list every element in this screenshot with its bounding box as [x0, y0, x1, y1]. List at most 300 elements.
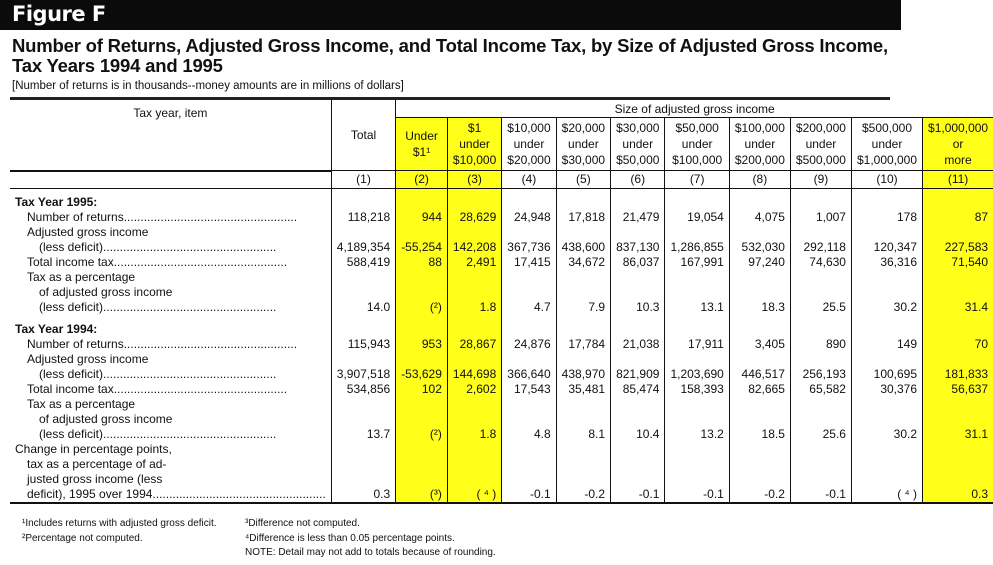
row-label: deficit), 1995 over 1994: [27, 487, 153, 501]
table-cell: [502, 270, 556, 285]
table-cell: [665, 315, 729, 337]
table-cell: 30.2: [851, 300, 922, 315]
table-cell: 21,479: [611, 210, 665, 225]
table-cell: [851, 472, 922, 487]
table-cell: [923, 397, 993, 412]
footnote-2: ²Percentage not computed.: [22, 533, 143, 544]
table-cell: 102: [396, 382, 448, 397]
row-label-cell: [10, 412, 331, 427]
table-cell: [611, 442, 665, 457]
table-cell: 97,240: [729, 255, 790, 270]
column-header: [923, 118, 993, 171]
column-number: (6): [611, 171, 665, 189]
table-cell: 13.1: [665, 300, 729, 315]
leader-dots: [103, 427, 276, 441]
column-header: [611, 118, 665, 171]
table-cell: [556, 472, 610, 487]
table-row: [10, 240, 993, 255]
table-cell: 1,007: [790, 210, 851, 225]
table-cell: [851, 397, 922, 412]
column-header-line: under: [513, 137, 545, 151]
table-cell: [447, 225, 501, 240]
table-cell: 31.4: [923, 300, 993, 315]
page-title: [12, 36, 892, 76]
section-heading: Tax Year 1994:: [15, 322, 98, 336]
row-label: Adjusted gross income: [27, 225, 149, 239]
column-number: (1): [331, 171, 395, 189]
table-cell: 1.8: [447, 300, 501, 315]
table-row: [10, 210, 993, 225]
column-header-line: under: [459, 137, 490, 151]
table-cell: -0.2: [729, 487, 790, 503]
table-cell: [556, 412, 610, 427]
column-header-line: $50,000: [675, 121, 719, 135]
table-cell: [923, 457, 993, 472]
column-header-line: Under: [405, 129, 438, 143]
column-header: [665, 118, 729, 171]
table-cell: [447, 412, 501, 427]
table-cell: 837,130: [611, 240, 665, 255]
row-label: Total income tax: [27, 382, 114, 396]
table-row: [10, 255, 993, 270]
table-cell: 100,695: [851, 367, 922, 382]
row-label: Adjusted gross income: [27, 352, 149, 366]
column-number: (3): [447, 171, 501, 189]
column-header-line: $100,000: [734, 121, 785, 135]
table-cell: [611, 412, 665, 427]
row-label-cell: [10, 457, 331, 472]
table-cell: [851, 352, 922, 367]
table-cell: 588,419: [331, 255, 395, 270]
table-cell: 82,665: [729, 382, 790, 397]
row-label-cell: [10, 367, 331, 382]
table-cell: [851, 457, 922, 472]
footnote-4: ⁴Difference is less than 0.05 percentage points.: [245, 533, 455, 544]
table-row: [10, 427, 993, 442]
figure-label: Figure F: [12, 2, 106, 26]
table-cell: 87: [923, 210, 993, 225]
table-cell: 366,640: [502, 367, 556, 382]
column-header-line: $1,000,000: [856, 153, 918, 167]
column-header-line: $30,000: [561, 153, 606, 167]
table-cell: [331, 285, 395, 300]
table-cell: [502, 315, 556, 337]
table-cell: 144,698: [447, 367, 501, 382]
table-cell: 438,970: [556, 367, 610, 382]
table-cell: 17,911: [665, 337, 729, 352]
table-cell: [447, 352, 501, 367]
table-row: [10, 442, 993, 457]
table-cell: [396, 472, 448, 487]
table-cell: 1,203,690: [665, 367, 729, 382]
table-cell: [923, 188, 993, 210]
table-cell: [447, 315, 501, 337]
table-cell: [851, 442, 922, 457]
table-cell: 4.7: [502, 300, 556, 315]
table-cell: 10.3: [611, 300, 665, 315]
table-cell: 18.3: [729, 300, 790, 315]
table-cell: 24,876: [502, 337, 556, 352]
row-label: tax as a percentage of ad-: [27, 457, 167, 471]
table-cell: 65,582: [790, 382, 851, 397]
table-cell: [396, 457, 448, 472]
table-row: [10, 352, 993, 367]
table-cell: 953: [396, 337, 448, 352]
column-header: [790, 118, 851, 171]
table-cell: 86,037: [611, 255, 665, 270]
row-label-cell: [10, 285, 331, 300]
table-cell: 14.0: [331, 300, 395, 315]
table-cell: [611, 397, 665, 412]
row-label-cell: [10, 337, 331, 352]
table-cell: [790, 397, 851, 412]
table-cell: [851, 270, 922, 285]
table-cell: 35,481: [556, 382, 610, 397]
table-cell: 227,583: [923, 240, 993, 255]
table-cell: 74,630: [790, 255, 851, 270]
table-cell: [396, 315, 448, 337]
table-cell: (²): [396, 427, 448, 442]
table-cell: [447, 285, 501, 300]
row-label-cell: [10, 442, 331, 457]
column-header: [447, 118, 501, 171]
table-cell: [665, 397, 729, 412]
table-cell: 71,540: [923, 255, 993, 270]
footnote-1: ¹Includes returns with adjusted gross deficit.: [22, 518, 217, 529]
table-cell: [665, 270, 729, 285]
table-cell: 21,038: [611, 337, 665, 352]
table-cell: [729, 412, 790, 427]
table-cell: 1,286,855: [665, 240, 729, 255]
table-row: [10, 300, 993, 315]
table-note: NOTE: Detail may not add to totals because of rounding.: [245, 547, 496, 558]
table-row: [10, 270, 993, 285]
table-cell: [923, 442, 993, 457]
table-cell: 19,054: [665, 210, 729, 225]
table-cell: [396, 285, 448, 300]
table-cell: [665, 457, 729, 472]
table-cell: [556, 315, 610, 337]
table-cell: [396, 270, 448, 285]
table-cell: 13.2: [665, 427, 729, 442]
row-label: of adjusted gross income: [39, 285, 173, 299]
table-cell: (³): [396, 487, 448, 503]
table-cell: [923, 285, 993, 300]
table-cell: ( ⁴ ): [851, 487, 922, 503]
column-header-line: $50,000: [616, 153, 660, 167]
table-cell: 178: [851, 210, 922, 225]
row-label-cell: [10, 188, 331, 210]
table-cell: [331, 270, 395, 285]
table-cell: -0.1: [611, 487, 665, 503]
column-header: [396, 118, 448, 171]
column-header-line: $100,000: [672, 153, 723, 167]
table-cell: [331, 188, 395, 210]
table-cell: 85,474: [611, 382, 665, 397]
column-number: (5): [556, 171, 610, 189]
table-cell: [790, 472, 851, 487]
column-header-line: $10,000: [452, 153, 497, 167]
table-cell: [665, 412, 729, 427]
table-cell: [556, 225, 610, 240]
row-label: (less deficit): [39, 240, 104, 254]
row-label: Total income tax: [27, 255, 114, 269]
table-cell: 181,833: [923, 367, 993, 382]
table-cell: [923, 270, 993, 285]
table-cell: 256,193: [790, 367, 851, 382]
table-cell: 115,943: [331, 337, 395, 352]
column-header-line: $20,000: [507, 153, 551, 167]
table-cell: [502, 285, 556, 300]
table-cell: [331, 472, 395, 487]
column-header-line: $200,000: [734, 153, 785, 167]
row-label: Number of returns: [27, 210, 124, 224]
table-cell: 4,189,354: [331, 240, 395, 255]
table-cell: [331, 352, 395, 367]
table-cell: 36,316: [851, 255, 922, 270]
table-cell: 3,907,518: [331, 367, 395, 382]
column-header-line: under: [568, 137, 599, 151]
table-cell: 3,405: [729, 337, 790, 352]
table-cell: [729, 457, 790, 472]
table-cell: 70: [923, 337, 993, 352]
table-cell: [729, 397, 790, 412]
table-cell: [331, 457, 395, 472]
table-row: [10, 188, 993, 210]
row-label: Number of returns: [27, 337, 124, 351]
table-cell: 438,600: [556, 240, 610, 255]
table-cell: 149: [851, 337, 922, 352]
table-cell: [790, 270, 851, 285]
table-cell: [502, 457, 556, 472]
column-header-line: under: [681, 137, 713, 151]
table-cell: [923, 412, 993, 427]
column-number-blank: [10, 171, 331, 189]
table-row: [10, 382, 993, 397]
table-cell: [502, 225, 556, 240]
table-cell: [851, 188, 922, 210]
table-cell: [790, 315, 851, 337]
leader-dots: [103, 367, 276, 381]
table-cell: 821,909: [611, 367, 665, 382]
column-header: [729, 118, 790, 171]
table-cell: [502, 352, 556, 367]
table-cell: [556, 397, 610, 412]
leader-dots: [152, 487, 325, 501]
table-cell: 10.4: [611, 427, 665, 442]
table-cell: [556, 188, 610, 210]
table-cell: [331, 412, 395, 427]
table-cell: [611, 352, 665, 367]
table-cell: -55,254: [396, 240, 448, 255]
row-label: (less deficit): [39, 300, 104, 314]
table-cell: [790, 188, 851, 210]
column-header-line: under: [871, 137, 903, 151]
table-cell: [502, 442, 556, 457]
table-cell: [851, 285, 922, 300]
table-cell: 34,672: [556, 255, 610, 270]
row-label: Change in percentage points,: [15, 442, 172, 456]
column-header: [851, 118, 922, 171]
table-cell: [396, 188, 448, 210]
table-cell: [447, 442, 501, 457]
table-cell: [851, 225, 922, 240]
row-label: Tax as a percentage: [27, 270, 136, 284]
table-cell: [556, 352, 610, 367]
table-cell: -0.1: [790, 487, 851, 503]
table-cell: [611, 315, 665, 337]
table-cell: 28,629: [447, 210, 501, 225]
leader-dots: [124, 337, 297, 351]
table-cell: [447, 397, 501, 412]
table-cell: [447, 457, 501, 472]
table-cell: 13.7: [331, 427, 395, 442]
table-cell: 30.2: [851, 427, 922, 442]
table-cell: 31.1: [923, 427, 993, 442]
leader-dots: [114, 255, 287, 269]
table-cell: [790, 442, 851, 457]
title-line-1: Number of Returns, Adjusted Gross Income, and Total Income Tax, by Size of Adjusted Gross Income,: [12, 35, 888, 56]
row-label-cell: [10, 427, 331, 442]
table-cell: [556, 457, 610, 472]
table-cell: 56,637: [923, 382, 993, 397]
column-header-line: $1: [467, 121, 482, 135]
data-table: [10, 100, 993, 504]
row-label-cell: [10, 472, 331, 487]
table-cell: [665, 188, 729, 210]
table-cell: [729, 442, 790, 457]
table-cell: 17,818: [556, 210, 610, 225]
table-cell: [396, 225, 448, 240]
table-cell: [790, 412, 851, 427]
table-cell: [665, 225, 729, 240]
table-cell: [447, 472, 501, 487]
column-header: [502, 118, 556, 171]
table-cell: [396, 412, 448, 427]
column-number: (2): [396, 171, 448, 189]
table-cell: [396, 352, 448, 367]
table-cell: [611, 225, 665, 240]
table-cell: [729, 188, 790, 210]
table-cell: 367,736: [502, 240, 556, 255]
table-cell: [331, 225, 395, 240]
table-cell: [447, 270, 501, 285]
units-note: [Number of returns is in thousands--money amounts are in millions of dollars]: [12, 80, 404, 92]
table-cell: [665, 472, 729, 487]
table-row: [10, 225, 993, 240]
column-header-line: $30,000: [616, 121, 660, 135]
table-row: [10, 412, 993, 427]
table-cell: 25.6: [790, 427, 851, 442]
table-cell: 118,218: [331, 210, 395, 225]
table-cell: 0.3: [331, 487, 395, 503]
table-cell: 2,491: [447, 255, 501, 270]
column-header-line: under: [744, 137, 776, 151]
table-cell: 25.5: [790, 300, 851, 315]
table-cell: 30,376: [851, 382, 922, 397]
column-number: (11): [923, 171, 993, 189]
row-label-cell: [10, 487, 331, 503]
column-header-line: $200,000: [795, 121, 846, 135]
table-row: [10, 397, 993, 412]
table-cell: [729, 270, 790, 285]
figure-banner: [0, 0, 901, 30]
table-cell: (²): [396, 300, 448, 315]
row-label: (less deficit): [39, 367, 104, 381]
column-header-total: Total: [331, 100, 395, 171]
table-cell: 292,118: [790, 240, 851, 255]
table-cell: 890: [790, 337, 851, 352]
table-cell: [331, 397, 395, 412]
table-cell: 7.9: [556, 300, 610, 315]
table-cell: [665, 442, 729, 457]
table-cell: 4.8: [502, 427, 556, 442]
table-cell: 4,075: [729, 210, 790, 225]
table-cell: [923, 225, 993, 240]
row-label-cell: [10, 315, 331, 337]
table-cell: 532,030: [729, 240, 790, 255]
table-cell: [923, 315, 993, 337]
table-row: [10, 285, 993, 300]
column-number: (10): [851, 171, 922, 189]
table-cell: 158,393: [665, 382, 729, 397]
table-cell: 8.1: [556, 427, 610, 442]
table-cell: [729, 225, 790, 240]
table-cell: [790, 457, 851, 472]
row-label-cell: [10, 225, 331, 240]
column-header-line: $1¹: [412, 145, 431, 159]
column-header-line: $1,000,000: [928, 121, 989, 135]
table-cell: [502, 412, 556, 427]
table-cell: [396, 442, 448, 457]
table-cell: [790, 285, 851, 300]
table-cell: [556, 442, 610, 457]
table-cell: [556, 270, 610, 285]
table-cell: [790, 352, 851, 367]
column-header-item: Tax year, item: [133, 106, 208, 120]
table-cell: -0.1: [665, 487, 729, 503]
column-header-line: under: [805, 137, 837, 151]
row-label: Tax as a percentage: [27, 397, 136, 411]
table-cell: -0.1: [502, 487, 556, 503]
table-cell: 446,517: [729, 367, 790, 382]
table-row: [10, 472, 993, 487]
row-label: justed gross income (less: [27, 472, 163, 486]
leader-dots: [114, 382, 287, 396]
leader-dots: [124, 210, 297, 224]
table-cell: 120,347: [851, 240, 922, 255]
table-row: [10, 457, 993, 472]
row-label-cell: [10, 300, 331, 315]
table-row: [10, 315, 993, 337]
table-cell: 142,208: [447, 240, 501, 255]
table-cell: [729, 352, 790, 367]
column-header-line: more: [944, 153, 972, 167]
table-cell: [729, 315, 790, 337]
row-label: of adjusted gross income: [39, 412, 173, 426]
row-label-cell: [10, 210, 331, 225]
column-number: (7): [665, 171, 729, 189]
table-cell: 944: [396, 210, 448, 225]
table-cell: [447, 188, 501, 210]
column-header-line: $20,000: [561, 121, 606, 135]
table-cell: 1.8: [447, 427, 501, 442]
table-cell: [729, 472, 790, 487]
table-cell: [923, 352, 993, 367]
table-cell: [665, 352, 729, 367]
row-label-cell: [10, 240, 331, 255]
table-cell: [396, 397, 448, 412]
